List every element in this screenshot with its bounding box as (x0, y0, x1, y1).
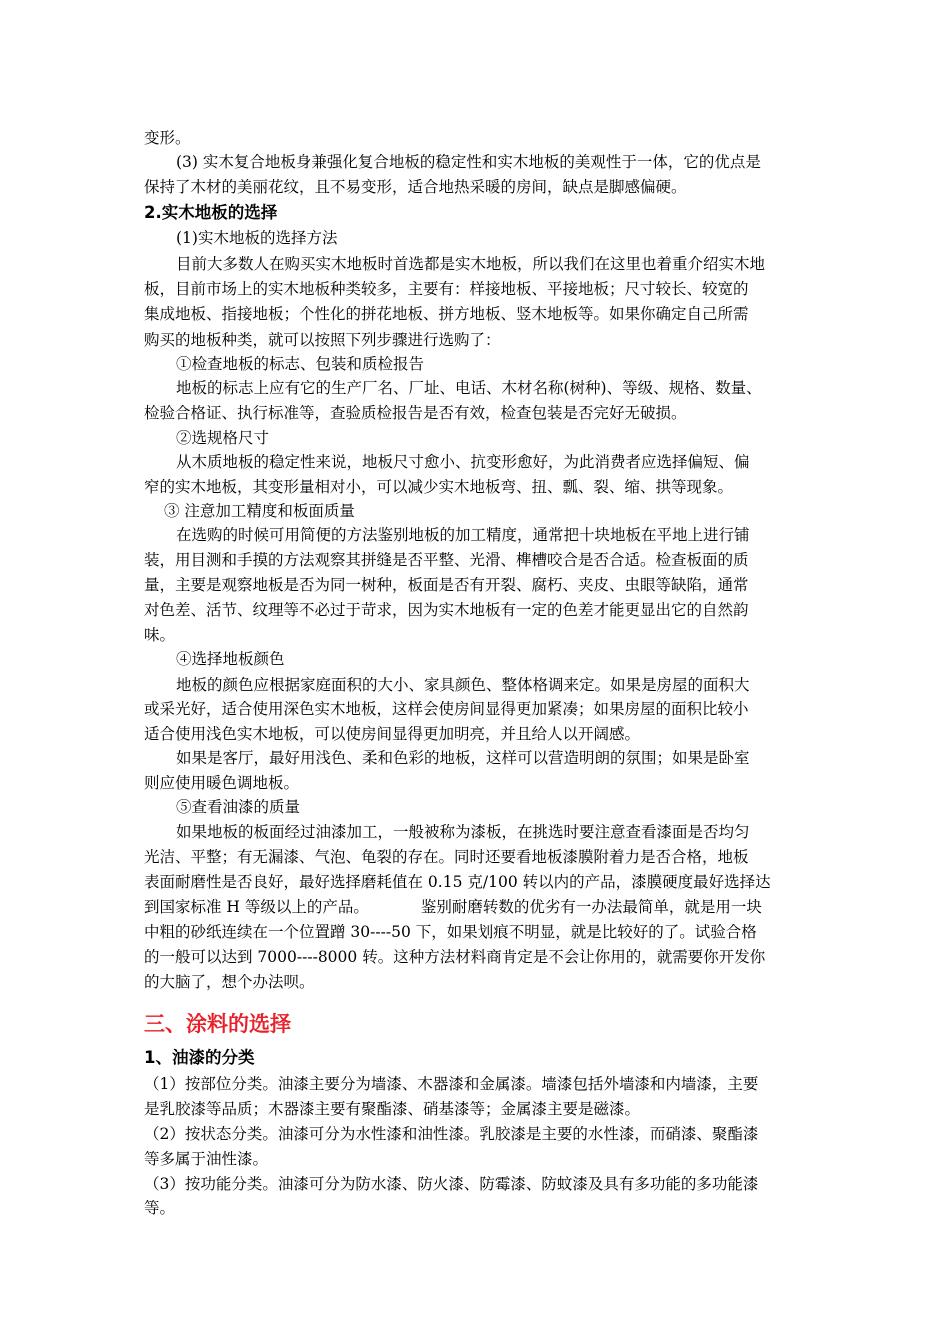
text-line: 集成地板、指接地板；个性化的拼花地板、拼方地板、竖木地板等。如果你确定自己所需 (144, 305, 749, 323)
step-heading-2: ②选规格尺寸 (176, 429, 270, 447)
text-line: （1）按部位分类。油漆主要分为墙漆、木器漆和金属漆。墙漆包括外墙漆和内墙漆，主要 (144, 1075, 759, 1093)
text-line: 表面耐磨性是否良好，最好选择磨耗值在 0.15 克/100 转以内的产品，漆膜硬度最好选择达 (144, 873, 771, 891)
text-line: 光洁、平整；有无漏漆、气泡、龟裂的存在。同时还要看地板漆膜附着力是否合格，地板 (144, 848, 749, 866)
step-heading-4: ④选择地板颜色 (176, 650, 285, 668)
text-line: 则应使用暖色调地板。 (144, 774, 300, 792)
text-line: 是乳胶漆等品质；木器漆主要有聚酯漆、硝基漆等；金属漆主要是磁漆。 (144, 1100, 641, 1118)
text-line: 如果地板的板面经过油漆加工，一般被称为漆板，在挑选时要注意查看漆面是否均匀 (176, 823, 750, 841)
text-fragment: 鉴别耐磨转数的优劣有一办法最简单，就是用一块 (420, 898, 762, 916)
section-heading: 1、油漆的分类 (144, 1048, 255, 1067)
text-line: （3）按功能分类。油漆可分为防水漆、防火漆、防霉漆、防蚊漆及具有多功能的多功能漆 (144, 1175, 759, 1193)
text-line: 地板的颜色应根据家庭面积的大小、家具颜色、整体格调来定。如果是房屋的面积大 (176, 676, 750, 694)
chapter-heading: 三、涂料的选择 (144, 1012, 291, 1036)
text-line: 的大脑了，想个办法呗。 (144, 973, 315, 991)
text-line: 适合使用浅色实木地板，可以使房间显得更加明亮，并且给人以开阔感。 (144, 725, 641, 743)
text-line: 在选购的时候可用简便的方法鉴别地板的加工精度，通常把十块地板在平地上进行铺 (176, 526, 750, 544)
text-line: 地板的标志上应有它的生产厂名、厂址、电话、木材名称(树种)、等级、规格、数量、 (176, 379, 762, 397)
text-line: 或采光好，适合使用深色实木地板，这样会使房间显得更加紧凑；如果房屋的面积比较小 (144, 700, 749, 718)
subheading: (1)实木地板的选择方法 (176, 229, 338, 247)
text-line: 从木质地板的稳定性来说，地板尺寸愈小、抗变形愈好，为此消费者应选择偏短、偏 (176, 453, 750, 471)
step-heading-1: ①检查地板的标志、包装和质检报告 (176, 355, 425, 373)
text-line: 变形。 (144, 129, 191, 147)
section-heading: 2.实木地板的选择 (144, 203, 278, 222)
step-heading-5: ⑤查看油漆的质量 (176, 798, 301, 816)
text-line: 装，用目测和手摸的方法观察其拼缝是否平整、光滑、榫槽咬合是否合适。检查板面的质 (144, 551, 749, 569)
text-fragment: 到国家标准 H 等级以上的产品。 (144, 898, 369, 916)
text-line: 购买的地板种类，就可以按照下列步骤进行选购了： (144, 331, 501, 349)
step-heading-3: ③ 注意加工精度和板面质量 (164, 502, 355, 520)
text-line: 味。 (144, 626, 176, 644)
text-line: 板，目前市场上的实木地板种类较多，主要有：样接地板、平接地板；尺寸较长、较宽的 (144, 280, 749, 298)
text-line: 等。 (144, 1199, 176, 1217)
text-line: 等多属于油性漆。 (144, 1150, 269, 1168)
text-line: 量，主要是观察地板是否为同一树种，板面是否有开裂、腐朽、夹皮、虫眼等缺陷，通常 (144, 576, 749, 594)
text-line: 目前大多数人在购买实木地板时首选都是实木地板，所以我们在这里也着重介绍实木地 (176, 255, 766, 273)
text-line: 中粗的砂纸连续在一个位置蹭 30----50 下，如果划痕不明显，就是比较好的了。试验合格 (144, 923, 757, 941)
text-line: 窄的实木地板，其变形量相对小，可以减少实木地板弯、扭、瓢、裂、缩、拱等现象。 (144, 478, 734, 496)
text-line: （2）按状态分类。油漆可分为水性漆和油性漆。乳胶漆是主要的水性漆，而硝漆、聚酯漆 (144, 1125, 759, 1143)
text-line (144, 897, 762, 917)
text-line: 如果是客厅，最好用浅色、柔和色彩的地板，这样可以营造明朗的氛围；如果是卧室 (176, 749, 750, 767)
text-line: 的一般可以达到 7000----8000 转。这种方法材料商肯定是不会让你用的，就需要你开发你 (144, 948, 766, 966)
text-line: 对色差、活节、纹理等不必过于苛求，因为实木地板有一定的色差才能更显出它的自然韵 (144, 601, 749, 619)
paragraph-item-3: (3) 实木复合地板身兼强化复合地板的稳定性和实木地板的美观性于一体，它的优点是 (176, 153, 761, 171)
text-line: 检验合格证、执行标准等，查验质检报告是否有效，检查包装是否完好无破损。 (144, 404, 687, 422)
text-line: 保持了木材的美丽花纹，且不易变形，适合地热采暖的房间，缺点是脚感偏硬。 (144, 178, 687, 196)
